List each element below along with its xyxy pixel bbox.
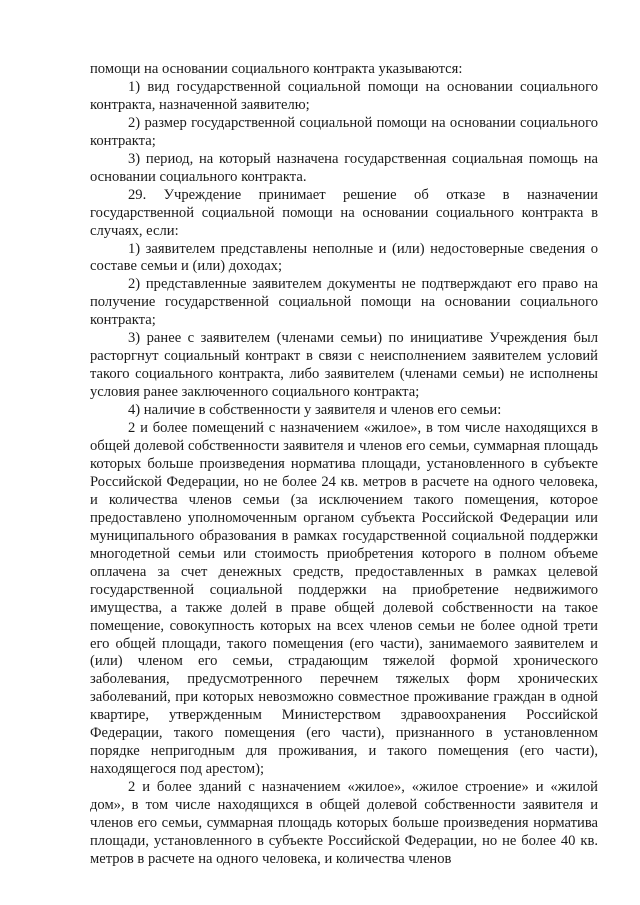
paragraph: 3) ранее с заявителем (членами семьи) по инициативе Учреждения был расторгнут социальный контракт в связи с неисполнением заявителем условий такого социального контракта, либо заявителем (членами семьи) не исполнены условия ранее заключенного социального контракта; (90, 330, 598, 401)
paragraph: 2) представленные заявителем документы не подтверждают его право на получение государственной социальной помощи на основании социального контракта; (90, 276, 598, 329)
paragraph: 4) наличие в собственности у заявителя и членов его семьи: (128, 402, 502, 419)
paragraph: 1) заявителем представлены неполные и (или) недостоверные сведения о составе семьи и (или) доходах; (90, 240, 598, 275)
document-page (90, 61, 598, 869)
paragraph: 2 и более помещений с назначением «жилое», в том числе находящихся в общей долевой собственности заявителя и членов его семьи, суммарная площадь которых больше произведения норматива площади, установленного в субъекте Российской Федерации, но не более 24 кв. метров в расчете на одного человека, и количества членов семьи (за исключением такого помещения, которое предоставлено уполномоченным органом субъекта Российской Федерации или муниципального образования в рамках государственной социальной поддержки многодетной семьи или стоимость приобретения которого в полном объеме оплачена за счет денежных средств, предоставленных в рамках целевой государственной социальной поддержки на приобретение недвижимого имущества, а также долей в праве общей долевой собственности на такое помещение, совокупность которых на всех членов семьи не более одной трети его общей площади, такого помещения (его части), занимаемого заявителем и (или) членом его семьи, страдающим тяжелой формой хронического заболевания, предусмотренного перечнем тяжелых форм хронических заболеваний, при которых невозможно совместное проживание граждан в одной квартире, утвержденным Министерством здравоохранения Российской Федерации, такого помещения (его части), признанного в установленном порядке непригодным для проживания, и такого помещения (его части), находящегося под арестом); (90, 420, 598, 778)
paragraph: 2) размер государственной социальной помощи на основании социального контракта; (90, 114, 598, 149)
paragraph: 2 и более зданий с назначением «жилое», «жилое строение» и «жилой дом», в том числе находящихся в общей долевой собственности заявителя и членов его семьи, суммарная площадь которых больше произведения норматива площади, установленного в субъекте Российской Федерации, но не более 40 кв. метров в расчете на одного человека, и количества членов (90, 779, 598, 867)
paragraph: 29. Учреждение принимает решение об отказе в назначении государственной социальной помощи на основании социального контракта в случаях, если: (90, 186, 598, 239)
paragraph: 1) вид государственной социальной помощи на основании социального контракта, назначенной заявителю; (90, 78, 598, 113)
paragraph: 3) период, на который назначена государственная социальная помощь на основании социального контракта. (90, 150, 598, 185)
paragraph: помощи на основании социального контракта указываются: (90, 61, 463, 77)
